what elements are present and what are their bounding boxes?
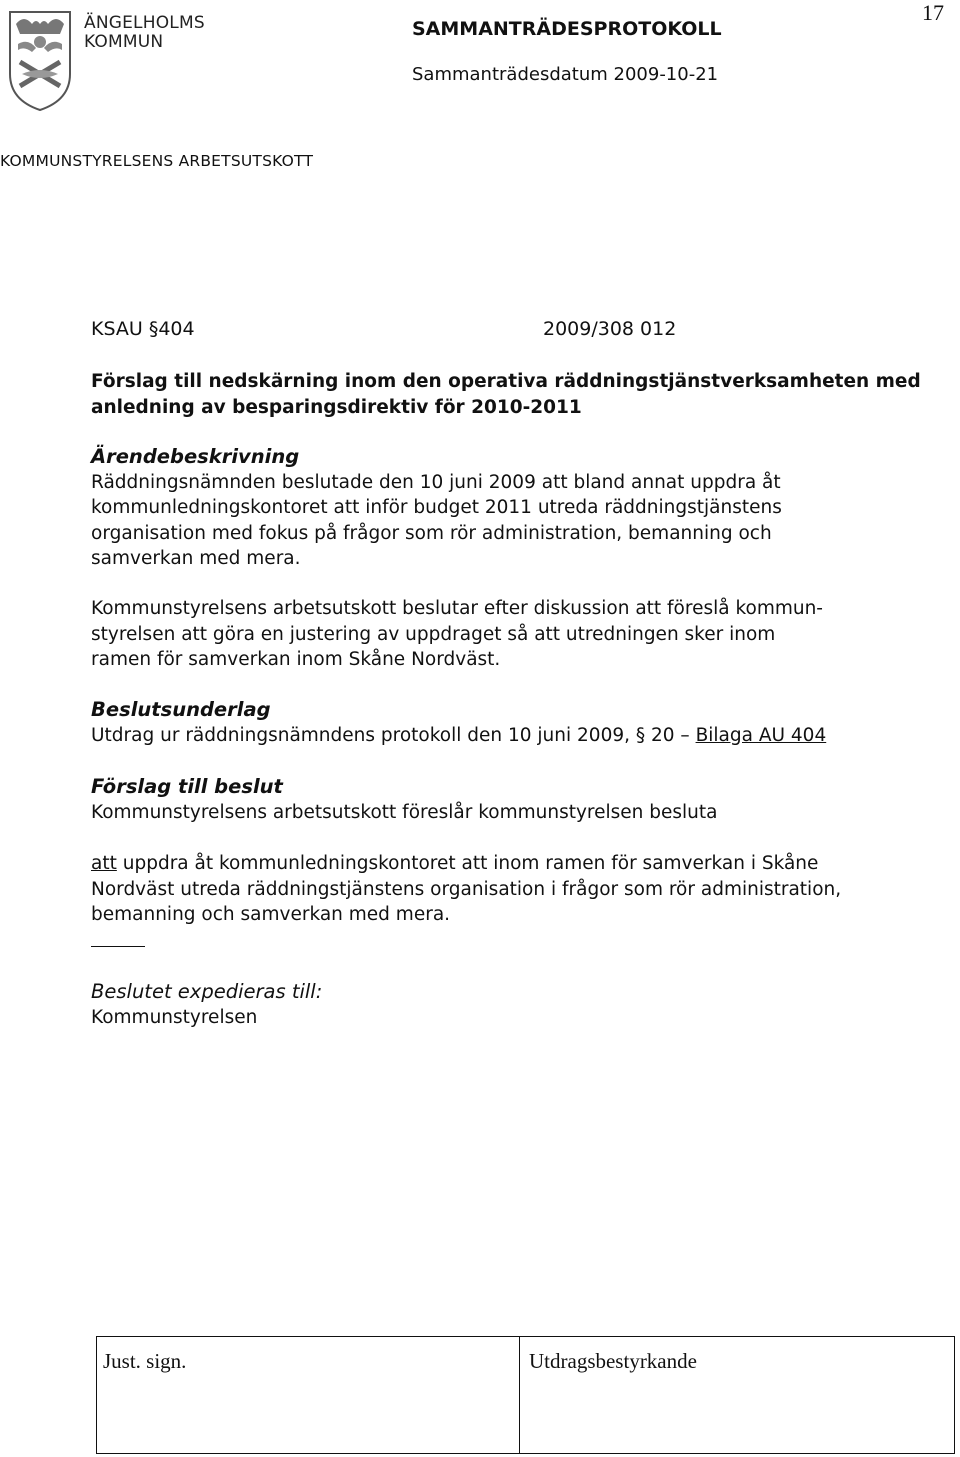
description-para1-line: organisation med fokus på frågor som rör administration, bemanning och bbox=[91, 522, 772, 544]
just-sign-label: Just. sign. bbox=[103, 1349, 187, 1373]
municipality-name-line2: KOMMUN bbox=[84, 32, 164, 52]
municipality-name bbox=[84, 14, 205, 52]
proposal-line3: bemanning och samverkan med mera. bbox=[91, 904, 451, 925]
proposal-line2: Nordväst utreda räddningstjänstens organisation i frågor som rör administration, bbox=[91, 878, 842, 900]
description-section bbox=[91, 444, 921, 572]
municipality-name-line1: ÄNGELHOLMS bbox=[84, 13, 205, 33]
basis-heading: Beslutsunderlag bbox=[91, 698, 271, 721]
proposal-heading: Förslag till beslut bbox=[91, 775, 283, 798]
dispatch-heading: Beslutet expedieras till: bbox=[91, 980, 323, 1003]
signature-cell-just bbox=[97, 1337, 520, 1453]
description-para1-line: kommunledningskontoret att inför budget 2011 utreda räddningstjänstens bbox=[91, 497, 782, 518]
signature-cell-certification bbox=[520, 1337, 953, 1453]
description-para2 bbox=[91, 596, 921, 673]
meeting-date: Sammanträdesdatum 2009-10-21 bbox=[412, 64, 719, 85]
proposal-line1 bbox=[91, 851, 921, 877]
basis-text-body: Utdrag ur räddningsnämndens protokoll den 10 juni 2009, § 20 – bbox=[91, 724, 696, 746]
proposal-intro: Kommunstyrelsens arbetsutskott föreslår kommunstyrelsen besluta bbox=[91, 801, 718, 823]
document-title: SAMMANTRÄDESPROTOKOLL bbox=[412, 18, 722, 40]
basis-section bbox=[91, 697, 921, 748]
page-number: 17 bbox=[922, 0, 944, 25]
basis-text bbox=[91, 723, 921, 749]
committee-name: KOMMUNSTYRELSENS ARBETSUTSKOTT bbox=[0, 152, 314, 170]
description-para2-line: Kommunstyrelsens arbetsutskott beslutar efter diskussion att föreslå kommun- bbox=[91, 598, 823, 619]
proposal-decision bbox=[91, 851, 921, 928]
proposal-section bbox=[91, 774, 921, 825]
case-title-line1: Förslag till nedskärning inom den operativa räddningstjänstverksamheten med bbox=[91, 371, 921, 392]
att-word: att bbox=[91, 853, 117, 874]
description-heading: Ärendebeskrivning bbox=[91, 445, 300, 468]
dispatch-recipient: Kommunstyrelsen bbox=[91, 1006, 258, 1028]
description-para2-line: ramen för samverkan inom Skåne Nordväst. bbox=[91, 649, 501, 670]
municipality-coat-of-arms bbox=[2, 4, 78, 112]
diary-number: 2009/308 012 bbox=[543, 318, 677, 340]
proposal-line1-rest: uppdra åt kommunledningskontoret att inom ramen för samverkan i Skåne bbox=[116, 853, 819, 874]
description-para1-line: Räddningsnämnden beslutade den 10 juni 2009 att bland annat uppdra åt bbox=[91, 471, 781, 493]
certification-label: Utdragsbestyrkande bbox=[529, 1349, 697, 1373]
case-title-line2: anledning av besparingsdirektiv för 2010-2011 bbox=[91, 396, 582, 418]
case-paragraph: KSAU §404 bbox=[91, 318, 195, 340]
attachment-link: Bilaga AU 404 bbox=[695, 724, 827, 746]
dispatch-section bbox=[91, 979, 921, 1030]
description-para1-line: samverkan med mera. bbox=[91, 548, 301, 569]
separator-rule bbox=[91, 946, 145, 947]
signature-table bbox=[96, 1336, 955, 1454]
description-para2-line: styrelsen att göra en justering av uppdraget så att utredningen sker inom bbox=[91, 623, 776, 645]
case-title bbox=[91, 369, 921, 420]
